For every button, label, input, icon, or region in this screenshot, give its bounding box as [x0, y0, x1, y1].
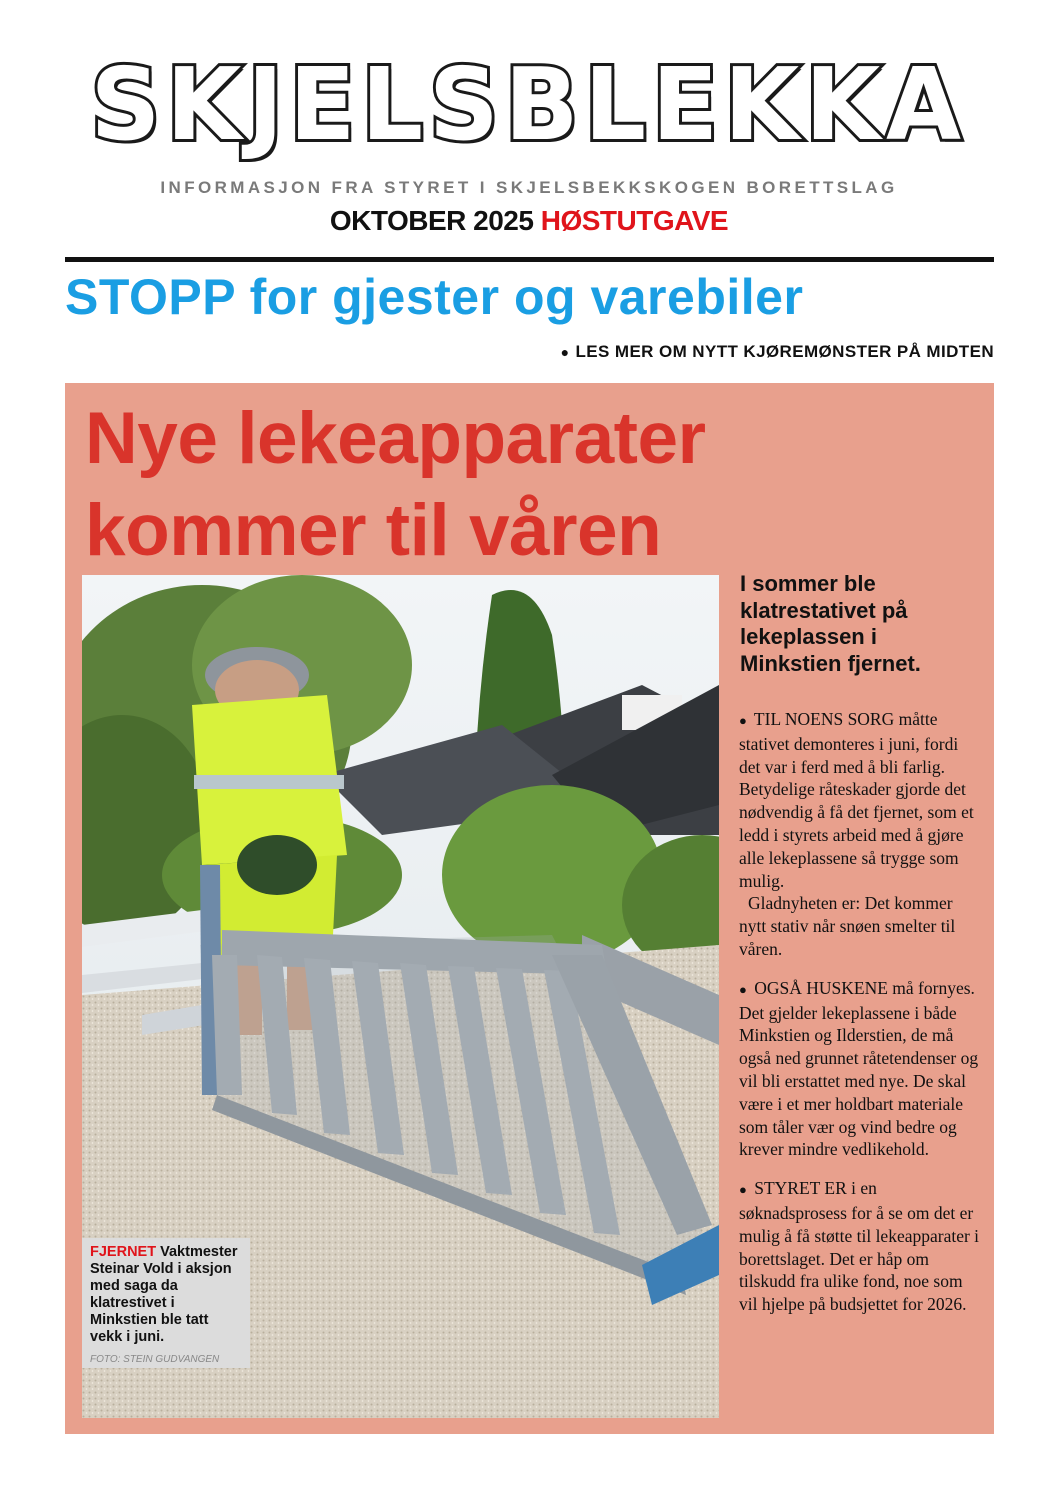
article-body [739, 708, 983, 1316]
headline-line-1: Nye lekeapparater [85, 398, 706, 479]
bullet-icon: ● [739, 1182, 747, 1198]
edition-season: HØSTUTGAVE [540, 205, 729, 236]
teaser-kicker [561, 342, 994, 362]
teaser-headline: STOPP for gjester og varebiler [65, 269, 804, 325]
masthead [0, 46, 1058, 163]
edition-month: OKTOBER 2025 [329, 205, 534, 236]
bullet-icon: ● [560, 344, 570, 360]
body-paragraph-text: STYRET ER i en søknadsprosess for å se om det er mulig å få støtte til lekeapparater i borettslaget. Det er håp om tilskudd fra ulike fond, noe som vil hjelpe på budsjettet for 2026. [739, 1178, 980, 1315]
article-lead: I sommer ble klatrestativet på lekeplassen i Minkstien fjernet. [740, 571, 921, 676]
photo-caption [82, 1238, 250, 1368]
caption-tag: FJERNET [90, 1244, 157, 1260]
body-paragraph-text: TIL NOENS SORG måtte stativet demonteres i juni, fordi det var i ferd med å bli farlig. Betydelige råteskader gjorde det nødvendig å få det fjernet, som et ledd i styrets arbeid med å gjøre alle lekeplassene så trygge som mulig. [739, 709, 974, 891]
newspaper-logo: SKJELSBLEKKA [90, 46, 968, 163]
body-paragraph-text: OGSÅ HUSKENE må fornyes. Det gjelder lekeplassene i både Minkstien og Ilderstien, de må også ned grunnet råtetendenser og vil bli erstattet med nye. De skal være i et mer holdbart materiale som tåler vær og vind bedre og krever mindre vedlikehold. [739, 977, 979, 1160]
masthead-divider [65, 257, 994, 262]
body-paragraph: Gladnyheten er: Det kommer nytt stativ når snøen smelter til våren. [739, 893, 956, 959]
teaser-kicker-text: LES MER OM NYTT KJØREMØNSTER PÅ MIDTEN [575, 342, 994, 361]
caption-text: Vaktmester Steinar Vold i aksjon med saga da klatrestivet i Minkstien ble tatt vekk i juni. [90, 1244, 238, 1345]
edition-line [0, 205, 1058, 237]
article-headline [85, 393, 985, 577]
body-paragraph [739, 708, 983, 892]
bullet-icon: ● [739, 981, 747, 997]
body-paragraph [739, 1177, 983, 1316]
photo-credit: FOTO: STEIN GUDVANGEN [90, 1354, 220, 1365]
body-paragraph [739, 977, 983, 1161]
bullet-icon: ● [739, 713, 747, 728]
headline-line-2: kommer til våren [85, 490, 662, 571]
masthead-subtitle: INFORMASJON FRA STYRET I SKJELSBEKKSKOGEN BORETTSLAG [160, 178, 898, 197]
